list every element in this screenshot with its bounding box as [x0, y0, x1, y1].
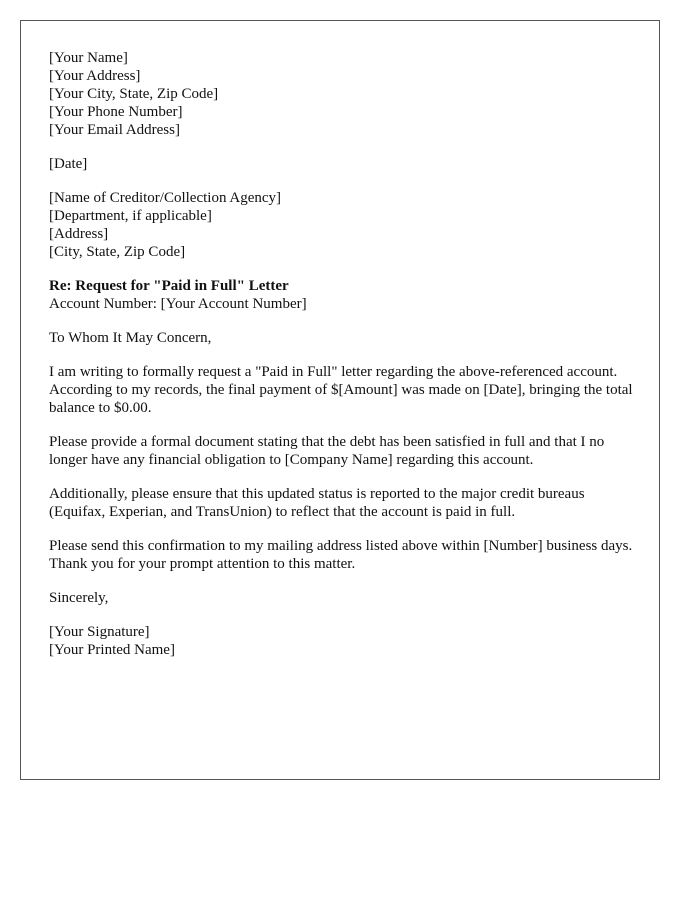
account-number-line: Account Number: [Your Account Number] — [49, 296, 307, 312]
body-paragraph-4: Please send this confirmation to my mailing address listed above within [Number] business days. Thank you for your prompt attention to this matter. — [49, 538, 633, 572]
recipient-department: [Department, if applicable] — [49, 208, 212, 224]
recipient-block — [49, 189, 639, 261]
body-paragraph-1: I am writing to formally request a "Paid in Full" letter regarding the above-referenced account. According to my records, the final payment of $[Amount] was made on [Date], bringing the total balance to $0.00. — [49, 364, 633, 416]
sender-phone: [Your Phone Number] — [49, 104, 183, 120]
subject-title: Re: Request for "Paid in Full" Letter — [49, 278, 289, 294]
letter-body — [49, 49, 639, 675]
sender-address: [Your Address] — [49, 68, 141, 84]
letter-date: [Date] — [49, 156, 88, 172]
closing: Sincerely, — [49, 590, 109, 606]
body-paragraph-2: Please provide a formal document stating that the debt has been satisfied in full and that I no longer have any financial obligation to [Company Name] regarding this account. — [49, 434, 605, 468]
recipient-name: [Name of Creditor/Collection Agency] — [49, 190, 282, 206]
date-block — [49, 155, 639, 173]
sender-email: [Your Email Address] — [49, 122, 180, 138]
letter-page — [20, 20, 660, 780]
recipient-city-state-zip: [City, State, Zip Code] — [49, 244, 186, 260]
subject-block — [49, 277, 639, 313]
sender-city-state-zip: [Your City, State, Zip Code] — [49, 86, 219, 102]
body-paragraph-3: Additionally, please ensure that this updated status is reported to the major credit bureaus (Equifax, Experian, and TransUnion) to reflect that the account is paid in full. — [49, 486, 585, 520]
signature-line: [Your Signature] — [49, 624, 150, 640]
printed-name: [Your Printed Name] — [49, 642, 175, 658]
sender-block — [49, 49, 639, 139]
salutation: To Whom It May Concern, — [49, 330, 212, 346]
recipient-address: [Address] — [49, 226, 109, 242]
signature-block — [49, 623, 639, 659]
sender-name: [Your Name] — [49, 50, 128, 66]
